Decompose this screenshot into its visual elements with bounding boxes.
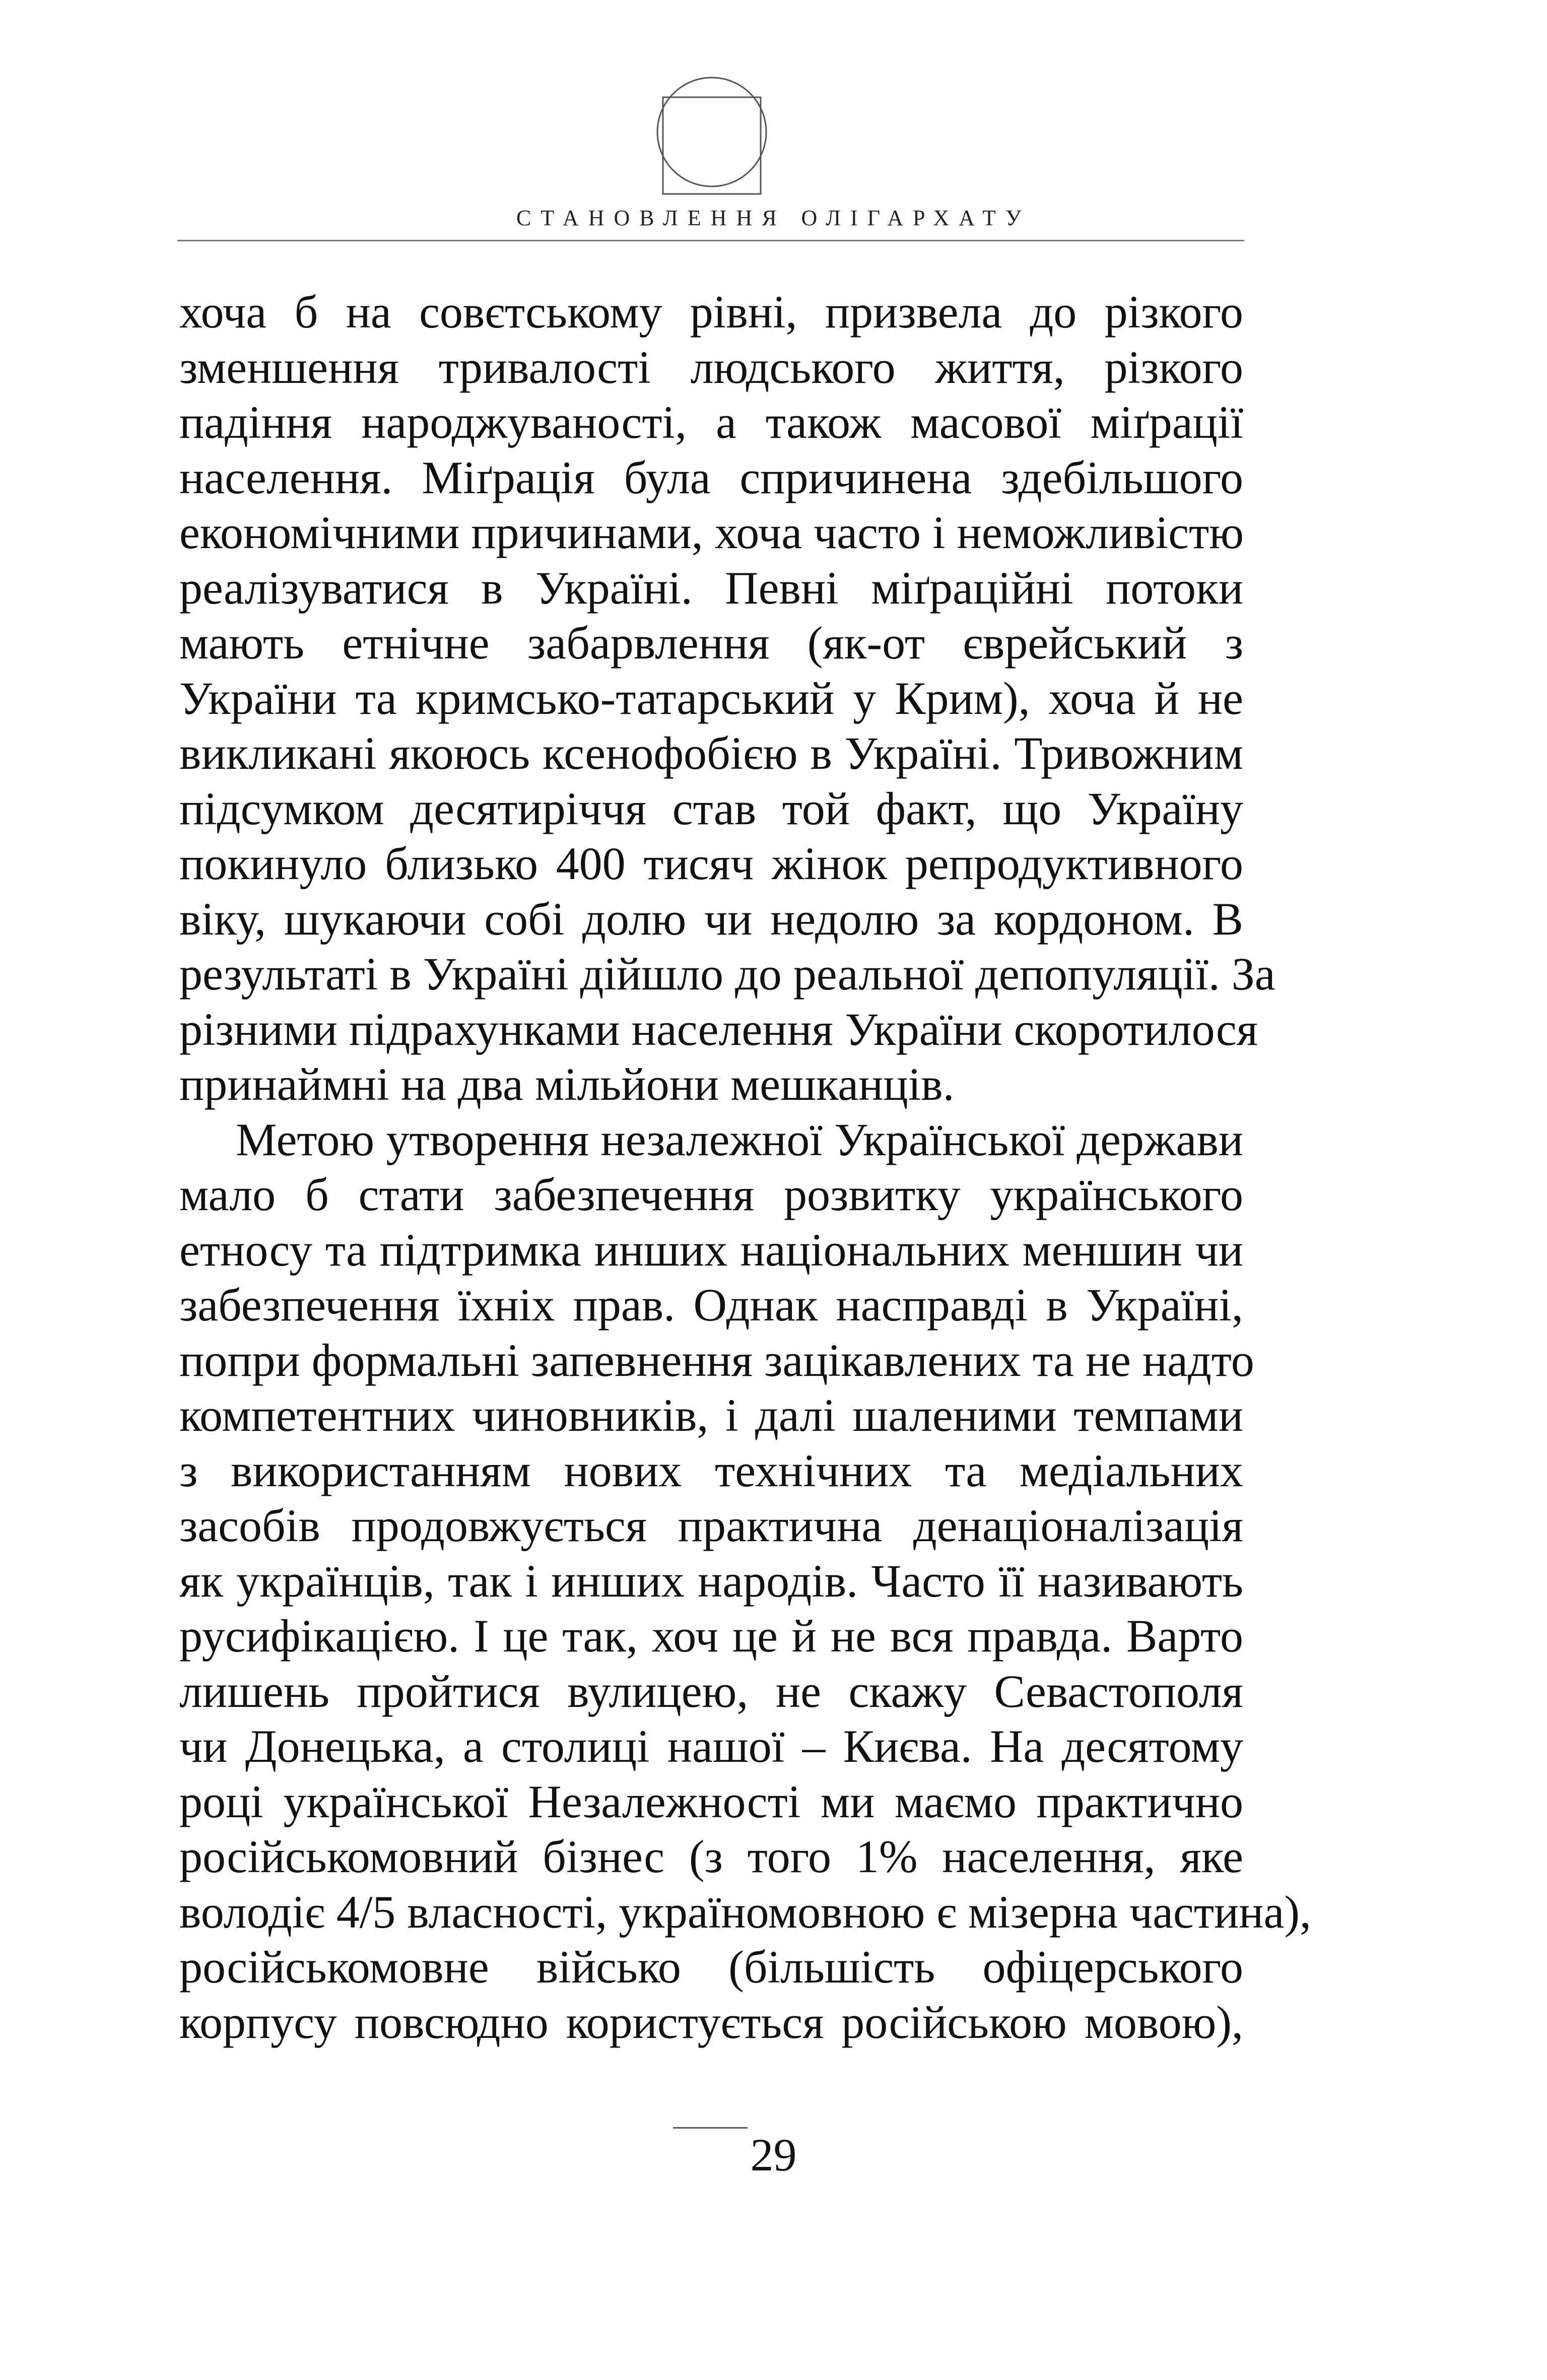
text-line: лишень пройтися вулицею, не скажу Севастополя <box>179 1665 1243 1717</box>
text-line: викликані якоюсь ксенофобією в Україні. Тривожним <box>179 728 1243 779</box>
text-line: реалізуватися в Україні. Певні міґраційні потоки <box>179 562 1243 614</box>
text-line: володіє 4/5 власності, україномовною є мізерна частина), <box>179 1886 1311 1938</box>
page-body <box>179 285 1311 2050</box>
text-line: попри формальні запевнення зацікавлених та не надто <box>179 1334 1254 1386</box>
text-line: засобів продовжується практична денаціоналізація <box>179 1500 1243 1551</box>
header-rule <box>177 240 1244 241</box>
text-line: населення. Міґрація була спричинена здебільшого <box>179 451 1243 503</box>
circle-square-emblem-icon <box>649 76 775 202</box>
text-line: падіння народжуваності, а також масової міґрації <box>179 396 1243 448</box>
text-line: як українців, так і инших народів. Часто її називають <box>179 1555 1243 1607</box>
text-line: України та кримсько-татарський у Крим), хоча й не <box>179 672 1243 724</box>
text-line: зменшення тривалості людського життя, різкого <box>179 341 1243 393</box>
text-line: різними підрахунками населення України скоротилося <box>179 1003 1258 1055</box>
text-line: мало б стати забезпечення розвитку українського <box>179 1169 1243 1220</box>
text-line: році української Незалежності ми маємо практично <box>179 1775 1243 1827</box>
text-line: підсумком десятиріччя став той факт, що Україну <box>179 782 1243 834</box>
text-line: результаті в Україні дійшло до реальної депопуляції. За <box>179 948 1275 1000</box>
running-header-title: СТАНОВЛЕННЯ ОЛІГАРХАТУ <box>516 206 1031 230</box>
text-line: русифікацією. І це так, хоч це й не вся правда. Варто <box>179 1610 1243 1662</box>
text-line: мають етнічне забарвлення (як-от єврейський з <box>179 617 1243 669</box>
text-line: корпусу повсюдно користується російською мовою), <box>179 1996 1243 2048</box>
text-line: економічними причинами, хоча часто і неможливістю <box>179 507 1244 558</box>
text-line: російськомовний бізнес (з того 1% населення, яке <box>179 1831 1243 1882</box>
text-line: чи Донецька, а столиці нашої – Києва. На десятому <box>179 1721 1243 1772</box>
page-number: 29 <box>750 2129 797 2180</box>
text-line: компетентних чиновників, і далі шаленими темпами <box>179 1390 1243 1441</box>
text-line: Метою утворення незалежної Української держави <box>236 1113 1243 1165</box>
text-line: російськомовне військо (більшість офіцерського <box>179 1941 1243 1993</box>
text-line: віку, шукаючи собі долю чи недолю за кордоном. В <box>179 893 1243 945</box>
paragraph-2 <box>179 1112 1311 2051</box>
text-line: хоча б на совєтському рівні, призвела до різкого <box>179 286 1243 338</box>
paragraph-1 <box>179 285 1275 1112</box>
text-line: етносу та підтримка инших національних меншин чи <box>179 1224 1243 1276</box>
text-line: принаймні на два мільйони мешканців. <box>179 1059 955 1110</box>
text-line: з використанням нових технічних та медіальних <box>179 1444 1243 1496</box>
text-line: забезпечення їхніх прав. Однак насправді в Україні, <box>179 1279 1243 1331</box>
text-line: покинуло близько 400 тисяч жінок репродуктивного <box>179 838 1243 889</box>
